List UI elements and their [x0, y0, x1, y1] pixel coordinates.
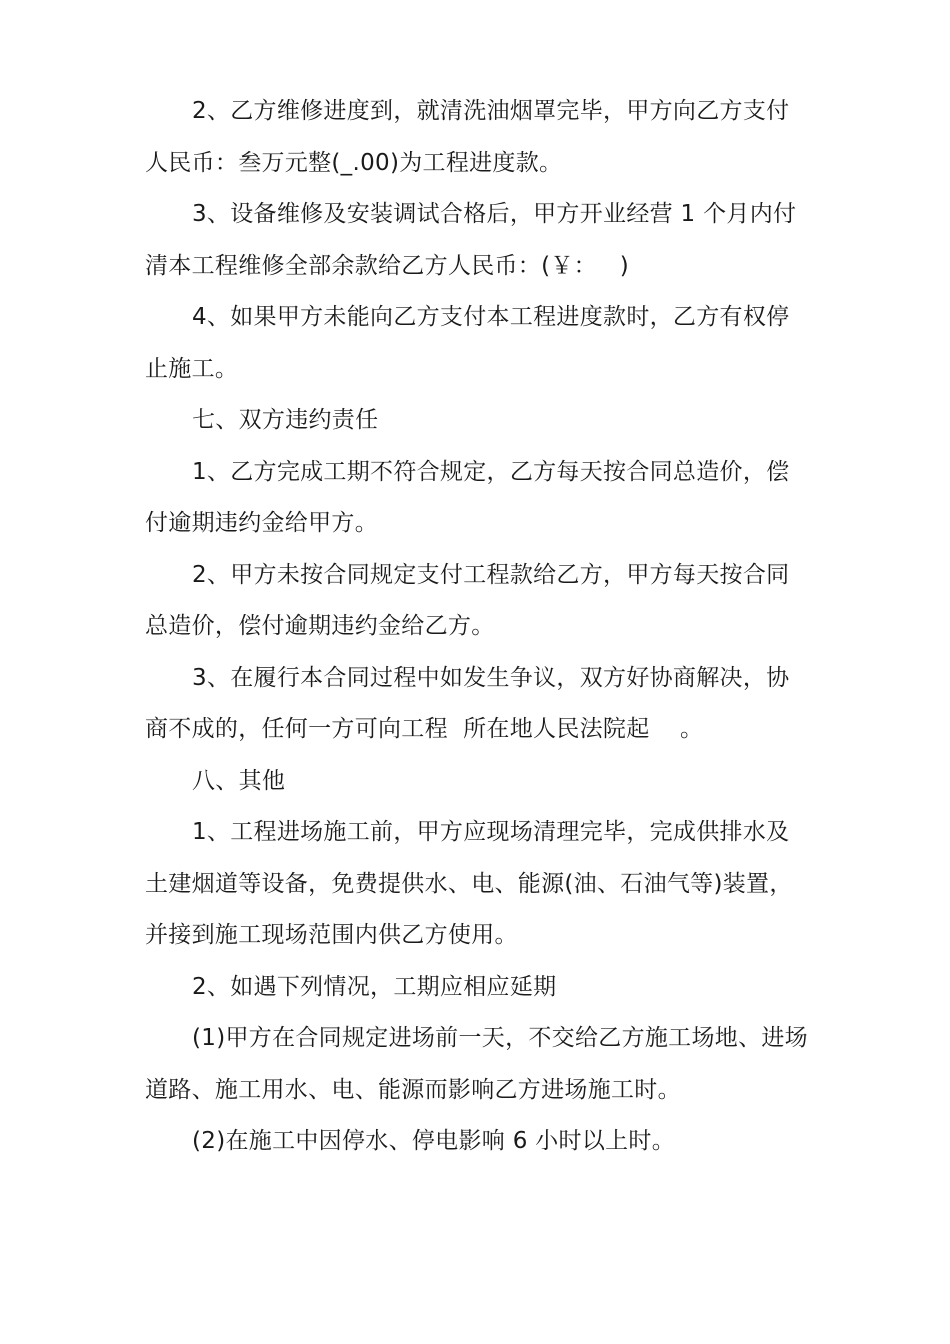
paragraph-line: 道路、施工用水、电、能源而影响乙方进场施工时。: [145, 1076, 681, 1103]
paragraph-line: (1)甲方在合同规定进场前一天，不交给乙方施工场地、进场: [192, 1025, 808, 1051]
paragraph-line: 总造价，偿付逾期违约金给乙方。: [145, 613, 495, 639]
paragraph-line: 1、工程进场施工前，甲方应现场清理完毕，完成供排水及: [192, 819, 790, 845]
paragraph-line: 商不成的，任何一方可向工程 所在地人民法院起 。: [145, 716, 704, 742]
paragraph-line: 人民币：叁万元整(_.00)为工程进度款。: [145, 149, 563, 176]
paragraph-line: 并接到施工现场范围内供乙方使用。: [145, 922, 518, 948]
section-heading: 八、其他: [192, 767, 286, 794]
document-body: [145, 86, 810, 1168]
paragraph-line: 2、甲方未按合同规定支付工程款给乙方，甲方每天按合同: [192, 561, 790, 588]
paragraph-line: 土建烟道等设备，免费提供水、电、能源(油、石油气等)装置，: [145, 870, 793, 897]
paragraph-line: 2、如遇下列情况，工期应相应延期: [192, 973, 557, 1000]
paragraph-line: 1、乙方完成工期不符合规定，乙方每天按合同总造价，偿: [192, 458, 790, 485]
paragraph-line: 3、在履行本合同过程中如发生争议，双方好协商解决，协: [192, 664, 790, 691]
paragraph-line: 清本工程维修全部余款给乙方人民币：(￥： ): [145, 252, 630, 279]
paragraph-line: 付逾期违约金给甲方。: [145, 510, 378, 536]
paragraph-line: 4、如果甲方未能向乙方支付本工程进度款时，乙方有权停: [192, 304, 790, 330]
section-heading: 七、双方违约责任: [192, 407, 379, 433]
paragraph-line: 3、设备维修及安装调试合格后，甲方开业经营 1 个月内付: [192, 201, 797, 227]
paragraph-line: 2、乙方维修进度到，就清洗油烟罩完毕，甲方向乙方支付: [192, 98, 790, 124]
paragraph-line: (2)在施工中因停水、停电影响 6 小时以上时。: [192, 1128, 676, 1154]
paragraph-line: 止施工。: [145, 355, 239, 382]
